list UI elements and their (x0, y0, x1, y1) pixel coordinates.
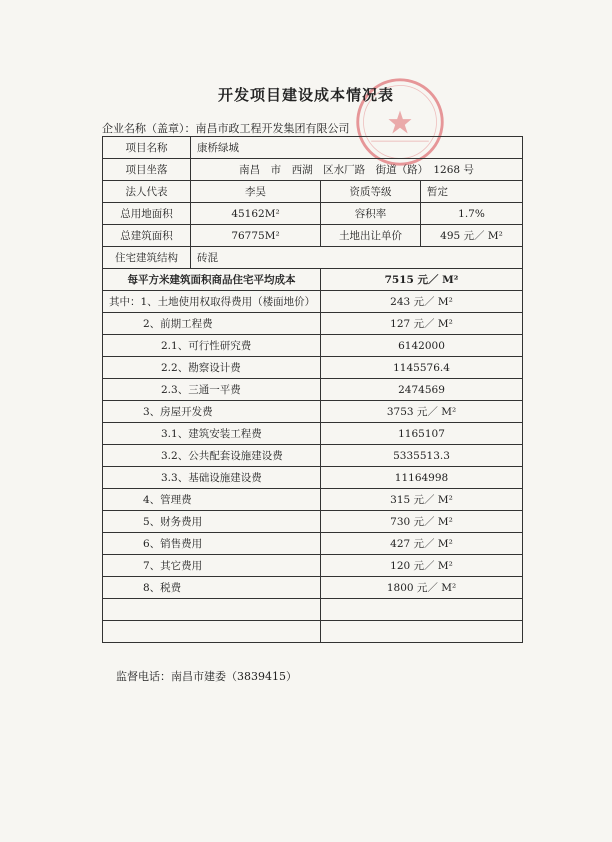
location-value: 南昌 市 西湖 区水厂路 街道（路） 1268 号 (191, 159, 523, 181)
land-area-label: 总用地面积 (103, 203, 191, 225)
cost-item-label: 其中：1、土地使用权取得费用（楼面地价） (103, 291, 321, 313)
cost-item-label (103, 599, 321, 621)
land-area-value: 45162M² (191, 203, 321, 225)
land-price-value: 495 元／ M² (421, 225, 523, 247)
company-name-line: 企业名称（盖章）：南昌市政工程开发集团有限公司 (102, 122, 350, 135)
far-value: 1.7% (421, 203, 523, 225)
cost-item-value (321, 621, 523, 643)
land-price-label: 土地出让单价 (321, 225, 421, 247)
cost-item-row (103, 401, 523, 423)
cost-item-value: 11164998 (321, 467, 523, 489)
cost-item-label: 2.1、可行性研究费 (103, 335, 321, 357)
qualification-value: 暂定 (421, 181, 523, 203)
cost-item-value: 2474569 (321, 379, 523, 401)
cost-item-label: 3.1、建筑安装工程费 (103, 423, 321, 445)
cost-item-value: 1165107 (321, 423, 523, 445)
document-title: 开发项目建设成本情况表 (217, 86, 394, 104)
cost-item-label: 6、销售费用 (103, 533, 321, 555)
project-name-label: 项目名称 (103, 137, 191, 159)
cost-table (102, 136, 523, 643)
cost-item-label: 3.3、基础设施建设费 (103, 467, 321, 489)
cost-item-value (321, 599, 523, 621)
structure-label: 住宅建筑结构 (103, 247, 191, 269)
cost-item-label: 2.3、三通一平费 (103, 379, 321, 401)
cost-item-row (103, 555, 523, 577)
cost-item-value: 1800 元／ M² (321, 577, 523, 599)
qualification-label: 资质等级 (321, 181, 421, 203)
cost-item-row (103, 533, 523, 555)
building-area-label: 总建筑面积 (103, 225, 191, 247)
cost-item-row (103, 291, 523, 313)
cost-item-row (103, 445, 523, 467)
cost-item-row (103, 599, 523, 621)
cost-item-label: 3.2、公共配套设施建设费 (103, 445, 321, 467)
cost-item-label: 7、其它费用 (103, 555, 321, 577)
cost-item-value: 3753 元／ M² (321, 401, 523, 423)
row-location (103, 159, 523, 181)
location-label: 项目坐落 (103, 159, 191, 181)
cost-item-row (103, 489, 523, 511)
cost-item-value: 5335513.3 (321, 445, 523, 467)
project-name-value: 康桥绿城 (191, 137, 523, 159)
cost-item-value: 730 元／ M² (321, 511, 523, 533)
cost-item-value: 127 元／ M² (321, 313, 523, 335)
cost-item-value: 243 元／ M² (321, 291, 523, 313)
cost-item-label: 8、税费 (103, 577, 321, 599)
cost-item-label: 5、财务费用 (103, 511, 321, 533)
cost-item-row (103, 379, 523, 401)
far-label: 容积率 (321, 203, 421, 225)
cost-item-label: 2.2、勘察设计费 (103, 357, 321, 379)
cost-item-label: 4、管理费 (103, 489, 321, 511)
cost-item-row (103, 423, 523, 445)
legal-rep-label: 法人代表 (103, 181, 191, 203)
structure-value: 砖混 (191, 247, 523, 269)
building-area-value: 76775M² (191, 225, 321, 247)
row-structure (103, 247, 523, 269)
cost-item-row (103, 467, 523, 489)
cost-item-value: 315 元／ M² (321, 489, 523, 511)
supervision-hotline: 监督电话：南昌市建委（3839415） (116, 670, 297, 683)
row-legal-rep (103, 181, 523, 203)
cost-item-value: 6142000 (321, 335, 523, 357)
cost-item-row (103, 621, 523, 643)
legal-rep-value: 李昊 (191, 181, 321, 203)
cost-item-value: 1145576.4 (321, 357, 523, 379)
cost-item-row (103, 335, 523, 357)
row-average-cost (103, 269, 523, 291)
row-project-name (103, 137, 523, 159)
cost-item-value: 427 元／ M² (321, 533, 523, 555)
cost-item-value: 120 元／ M² (321, 555, 523, 577)
cost-item-label (103, 621, 321, 643)
cost-item-row (103, 313, 523, 335)
row-land-area (103, 203, 523, 225)
cost-item-label: 3、房屋开发费 (103, 401, 321, 423)
cost-item-row (103, 511, 523, 533)
cost-item-label: 2、前期工程费 (103, 313, 321, 335)
cost-item-row (103, 357, 523, 379)
average-cost-value: 7515 元／ M² (321, 269, 523, 291)
cost-item-row (103, 577, 523, 599)
average-cost-label: 每平方米建筑面积商品住宅平均成本 (103, 269, 321, 291)
row-building-area (103, 225, 523, 247)
